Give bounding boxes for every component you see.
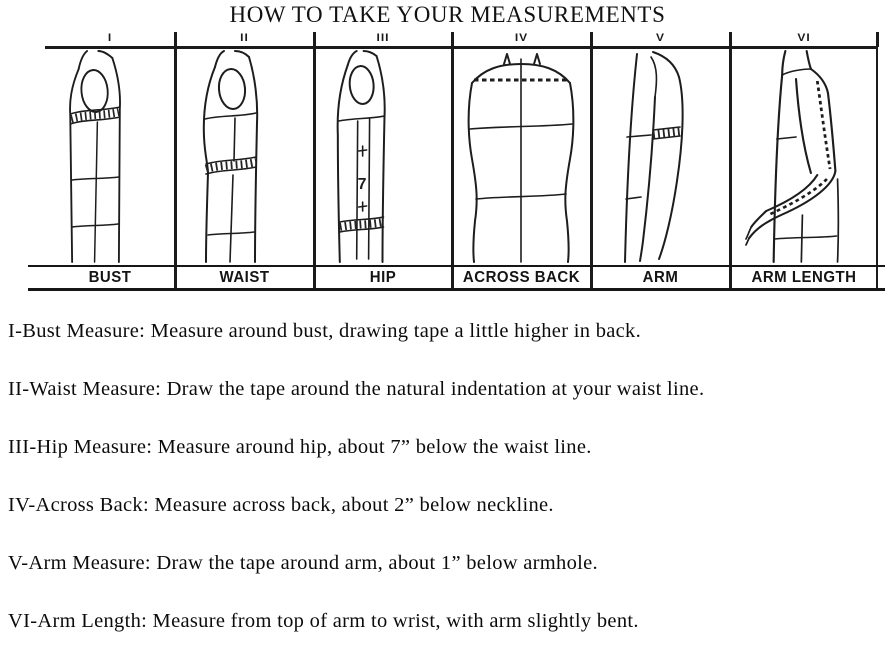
instruction-list: [8, 320, 890, 668]
across-back-figure-illustration: [452, 49, 591, 264]
bodice-outline: [70, 51, 120, 262]
panel-label-across-back: ACROSS BACK: [462, 268, 581, 287]
boundary-tick: [174, 32, 177, 47]
panel-label-band: [28, 265, 885, 291]
page-title: HOW TO TAKE YOUR MEASUREMENTS: [229, 2, 666, 27]
instruction-hip: III-Hip Measure: Measure around hip, about 7” below the waist line.: [8, 436, 592, 458]
panel-numeral-ii: II: [240, 30, 249, 44]
waist-figure-illustration: [175, 49, 314, 264]
instruction-arm-length: VI-Arm Length: Measure from top of arm to wrist, with arm slightly bent.: [8, 610, 639, 632]
bent-arm-outline: [746, 171, 835, 245]
panel-numeral-i: I: [107, 30, 113, 44]
arm-length-figure-illustration: [730, 49, 878, 264]
panel-label-arm: ARM: [642, 268, 679, 287]
instruction-bust: I-Bust Measure: Measure around bust, drawing tape a little higher in back.: [8, 320, 642, 342]
seven-inch-dimension-marker: [358, 146, 367, 211]
panel-numeral-iv: IV: [514, 30, 529, 44]
boundary-tick: [590, 32, 593, 47]
panel-label-hip: HIP: [369, 268, 397, 287]
panel-numeral-row: [45, 28, 878, 46]
side-body-outline: [625, 52, 683, 262]
waist-tape-line: [206, 157, 256, 174]
panel-label-bust: BUST: [88, 268, 132, 287]
boundary-tick: [451, 32, 454, 47]
instruction-across-back: IV-Across Back: Measure across back, about 2” below neckline.: [8, 494, 554, 516]
instruction-waist: II-Waist Measure: Draw the tape around the natural indentation at your waist line.: [8, 378, 705, 400]
panel-label-arm-length: ARM LENGTH: [751, 268, 857, 287]
panel-label-waist: WAIST: [219, 268, 270, 287]
instruction-arm: V-Arm Measure: Draw the tape around arm, about 1” below armhole.: [8, 552, 598, 574]
arm-figure-illustration: [591, 49, 730, 264]
hip-tape-line: [340, 217, 384, 232]
panel-numeral-vi: VI: [797, 30, 811, 44]
panel-numeral-v: V: [655, 30, 665, 44]
bust-tape-line: [70, 107, 120, 124]
arm-tape-line: [653, 127, 680, 139]
hip-figure-illustration: [314, 49, 452, 264]
boundary-tick: [729, 32, 732, 47]
boundary-tick: [313, 32, 316, 47]
boundary-tick: [876, 32, 879, 47]
measurement-diagram: [45, 28, 878, 291]
figure-row: [45, 49, 878, 264]
bust-figure-illustration: [45, 49, 175, 264]
back-form-outline: [469, 54, 574, 262]
panel-numeral-iii: III: [376, 30, 390, 44]
seven-inch-label: 7: [357, 175, 367, 194]
bodice-outline: [204, 51, 257, 262]
